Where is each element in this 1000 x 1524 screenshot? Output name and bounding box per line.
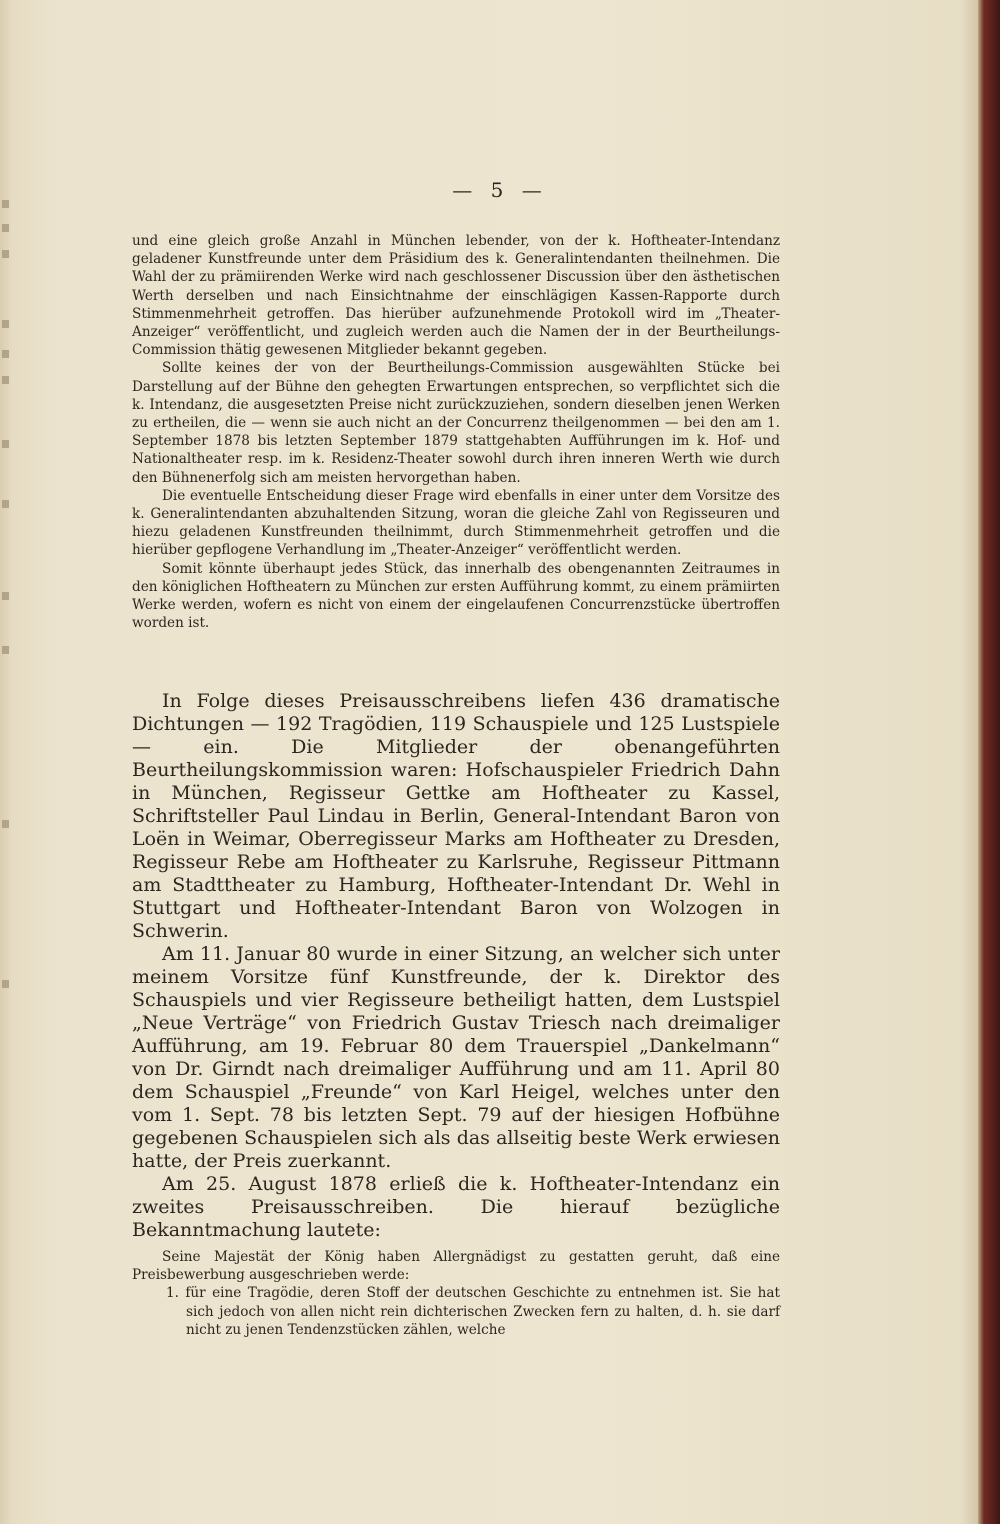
- paragraph: und eine gleich große Anzahl in München lebender, von der k. Hoftheater-Intendanz geladener Kunstfreunde unter dem Präsidium des k. Generalintendanten theilnehmen. Die Wahl der zu prämiirenden Werke wird nach geschlossener Discussion über den ästhetischen Werth derselben und nach Einsichtnahme der einschlägigen Kassen-Rapporte durch Stimmenmehrheit getroffen. Das hierüber aufzunehmende Protokoll wird im „Theater-Anzeiger“ veröffentlicht, und zugleich werden auch die Namen der in der Beurtheilungs-Commission thätig gewesenen Mitglieder bekannt gegeben.: [132, 233, 780, 359]
- paragraph: In Folge dieses Preisausschreibens liefen 436 dramatische Dichtungen — 192 Tragödien, 119 Schauspiele und 125 Lustspiele — ein. Die Mitglieder der obenangeführten Beurtheilungskommission waren: Hofschauspieler Friedrich Dahn in München, Regisseur Gettke am Hoftheater zu Kassel, Schriftsteller Paul Lindau in Berlin, General-Intendant Baron von Loën in Weimar, Oberregisseur Marks am Hoftheater zu Dresden, Regisseur Rebe am Hoftheater zu Karlsruhe, Regisseur Pittmann am Stadttheater zu Hamburg, Hoftheater-Intendant Dr. Wehl in Stuttgart und Hoftheater-Intendant Baron von Wolzogen in Schwerin.: [132, 690, 780, 942]
- spine-ruler-marks: [0, 200, 14, 1100]
- page-number: — 5 —: [452, 178, 548, 202]
- paragraph: Am 25. August 1878 erließ die k. Hoftheater-Intendanz ein zweites Preisausschreiben. Die hierauf bezügliche Bekanntmachung lautete:: [132, 1173, 780, 1241]
- main-text-block: [132, 690, 780, 1339]
- book-cover-edge: [978, 0, 1000, 1524]
- paragraph: Somit könnte überhaupt jedes Stück, das innerhalb des obengenannten Zeitraumes in den königlichen Hoftheatern zu München zur ersten Aufführung kommt, zu einem prämiirten Werke werden, wofern es nicht von einem der eingelaufenen Concurrenzstücke übertroffen worden ist.: [132, 560, 780, 632]
- small-text-block: [132, 232, 780, 632]
- list-item: 1. für eine Tragödie, deren Stoff der deutschen Geschichte zu entnehmen ist. Sie hat sich jedoch von allen nicht rein dichterischen Zwecken fern zu halten, d. h. sie darf nicht zu jenen Tendenzstücken zählen, welche: [166, 1285, 780, 1338]
- paragraph: Die eventuelle Entscheidung dieser Frage wird ebenfalls in einer unter dem Vorsitze des k. Generalintendanten abzuhaltenden Sitzung, woran die gleiche Zahl von Regisseuren und hiezu geladenen Kunstfreunden theilnimmt, durch Stimmenmehrheit getroffen und die hierüber gepflogene Verhandlung im „Theater-Anzeiger“ veröffentlicht werden.: [132, 487, 780, 559]
- paragraph: Seine Majestät der König haben Allergnädigst zu gestatten geruht, daß eine Preisbewerbung ausgeschrieben werde:: [132, 1249, 780, 1284]
- announcement-block: [132, 1248, 780, 1339]
- paragraph: Sollte keines der von der Beurtheilungs-Commission ausgewählten Stücke bei Darstellung auf der Bühne den gehegten Erwartungen entsprechen, so verpflichtet sich die k. Intendanz, die ausgesetzten Preise nicht zurückzuziehen, sondern dieselben jenen Werken zu ertheilen, die — wenn sie auch nicht an der Concurrenz theilgenommen — bei den am 1. September 1878 bis letzten September 1879 stattgehabten Aufführungen im k. Hof- und Nationaltheater resp. im k. Residenz-Theater sowohl durch ihren inneren Werth wie durch den Bühnenerfolg sich am meisten hervorgethan haben.: [132, 360, 780, 486]
- paragraph: Am 11. Januar 80 wurde in einer Sitzung, an welcher sich unter meinem Vorsitze fünf Kunstfreunde, der k. Direktor des Schauspiels und vier Regisseure betheiligt hatten, dem Lustspiel „Neue Verträge“ von Friedrich Gustav Triesch nach dreimaliger Aufführung, am 19. Februar 80 dem Trauerspiel „Dankelmann“ von Dr. Girndt nach dreimaliger Aufführung und am 11. April 80 dem Schauspiel „Freunde“ von Karl Heigel, welches unter den vom 1. Sept. 78 bis letzten Sept. 79 auf der hiesigen Hofbühne gegebenen Schauspielen sich als das allseitig beste Werk erwiesen hatte, der Preis zuerkannt.: [132, 943, 780, 1172]
